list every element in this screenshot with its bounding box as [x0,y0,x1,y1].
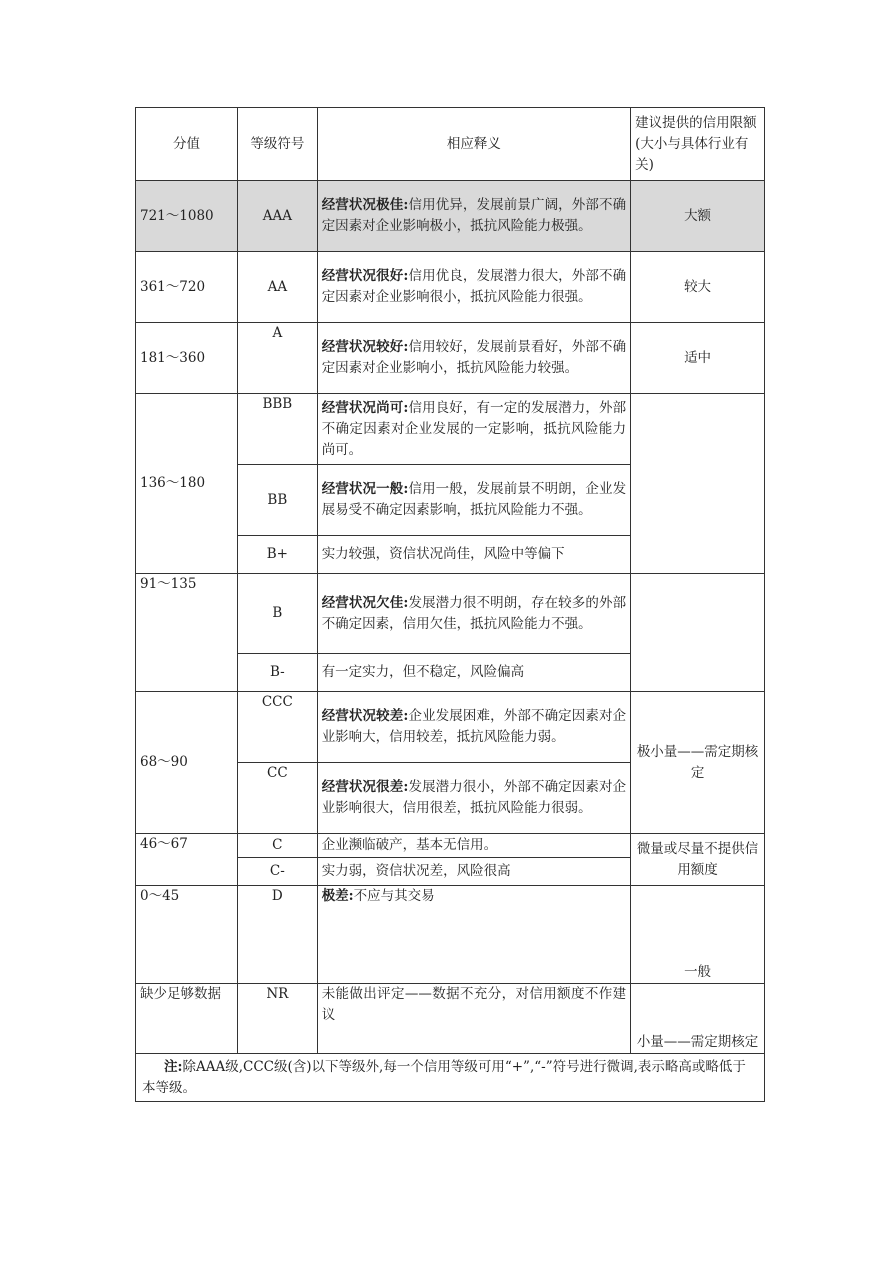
credit-cell: 小量——需定期核定 [631,984,765,1054]
meaning-text: 实力弱，资信状况差，风险很高 [321,863,511,879]
table-row [136,323,765,394]
meaning-text: 未能做出评定——数据不充分，对信用额度不作建议 [321,986,627,1023]
meaning-cell [317,834,630,858]
meaning-cell [317,692,630,763]
meaning-bold: 极差: [321,888,354,904]
score-cell: 361～720 [136,252,238,323]
meaning-text: 信用一般，发展前景不明朗，企业发展易受不确定因素影响，抵抗风险能力不强。 [321,481,627,518]
meaning-cell [317,574,630,654]
meaning-bold: 经营状况一般: [321,481,409,497]
table-row [136,574,765,654]
meaning-bold: 经营状况较差: [321,708,409,724]
meaning-text: 信用较好，发展前景看好，外部不确定因素对企业影响小，抵抗风险能力较强。 [321,339,627,376]
grade-cell: BBB [238,394,318,465]
header-score: 分值 [136,108,238,181]
score-cell: 0～45 [136,886,238,984]
grade-cell: C [238,834,318,858]
note-row [136,1054,765,1102]
meaning-text: 企业发展困难，外部不确定因素对企业影响大，信用较差，抵抗风险能力弱。 [321,708,627,745]
grade-cell: C- [238,858,318,886]
credit-cell: 大额 [631,181,765,252]
meaning-text: 发展潜力很不明朗，存在较多的外部不确定因素，信用欠佳，抵抗风险能力不强。 [321,594,627,632]
meaning-cell [317,536,630,574]
credit-cell: 微量或尽量不提供信用额度 [631,834,765,886]
grade-cell: B- [238,654,318,692]
meaning-bold: 经营状况极佳: [321,197,409,213]
score-cell: 68～90 [136,692,238,834]
credit-cell-empty [631,394,765,574]
table-row [136,984,765,1054]
note-label: 注: [164,1058,183,1075]
meaning-text: 实力较强，资信状况尚佳，风险中等偏下 [321,546,565,562]
credit-cell-empty [631,574,765,692]
note-text: 除AAA级,CCC级(含)以下等级外,每一个信用等级可用“+”,“-”符号进行微调,表示略高或略低于本等级。 [142,1058,746,1096]
score-cell: 缺少足够数据 [136,984,238,1054]
grade-cell: B+ [238,536,318,574]
credit-cell: 较大 [631,252,765,323]
score-cell: 91～135 [136,574,238,692]
grade-cell: D [238,886,318,984]
grade-cell: AAA [238,181,318,252]
table-row [136,394,765,465]
grade-cell: A [238,323,318,394]
score-cell: 46～67 [136,834,238,886]
table-row [136,692,765,763]
meaning-bold: 经营状况较好: [321,339,409,355]
header-grade: 等级符号 [238,108,318,181]
table-row [136,886,765,984]
meaning-text: 信用优异，发展前景广阔，外部不确定因素对企业影响极小，抵抗风险能力极强。 [321,197,627,234]
meaning-bold: 经营状况很好: [321,268,409,284]
meaning-cell [317,763,630,834]
meaning-cell [317,858,630,886]
meaning-cell [317,323,630,394]
grade-cell: B [238,574,318,654]
table-row [136,834,765,858]
grade-cell: CC [238,763,318,834]
meaning-cell [317,886,630,984]
meaning-text: 企业濒临破产，基本无信用。 [321,837,498,853]
table-row [136,181,765,252]
meaning-cell [317,984,630,1054]
meaning-cell [317,252,630,323]
credit-rating-table [135,107,765,1102]
header-credit: 建议提供的信用限额(大小与具体行业有关) [631,108,765,181]
meaning-cell [317,394,630,465]
meaning-text: 发展潜力很小，外部不确定因素对企业影响很大，信用很差，抵抗风险能力很弱。 [321,779,627,816]
grade-cell: NR [238,984,318,1054]
meaning-text: 信用良好，有一定的发展潜力，外部不确定因素对企业发展的一定影响，抵抗风险能力尚可。 [321,399,627,458]
score-cell: 136～180 [136,394,238,574]
header-meaning: 相应释义 [317,108,630,181]
grade-cell: AA [238,252,318,323]
grade-cell: CCC [238,692,318,763]
meaning-bold: 经营状况欠佳: [321,594,409,611]
meaning-text: 信用优良，发展潜力很大，外部不确定因素对企业影响很小，抵抗风险能力很强。 [321,268,627,305]
meaning-cell [317,181,630,252]
meaning-cell [317,465,630,536]
meaning-bold: 经营状况尚可: [321,399,409,416]
score-cell: 721～1080 [136,181,238,252]
credit-cell: 适中 [631,323,765,394]
meaning-bold: 经营状况很差: [321,779,409,795]
credit-cell: 一般 [631,886,765,984]
meaning-text: 有一定实力，但不稳定，风险偏高 [321,664,525,680]
score-cell: 181～360 [136,323,238,394]
header-row [136,108,765,181]
table-row [136,252,765,323]
meaning-text: 不应与其交易 [353,888,435,904]
credit-cell: 极小量——需定期核定 [631,692,765,834]
note-cell [136,1054,765,1102]
grade-cell: BB [238,465,318,536]
meaning-cell [317,654,630,692]
